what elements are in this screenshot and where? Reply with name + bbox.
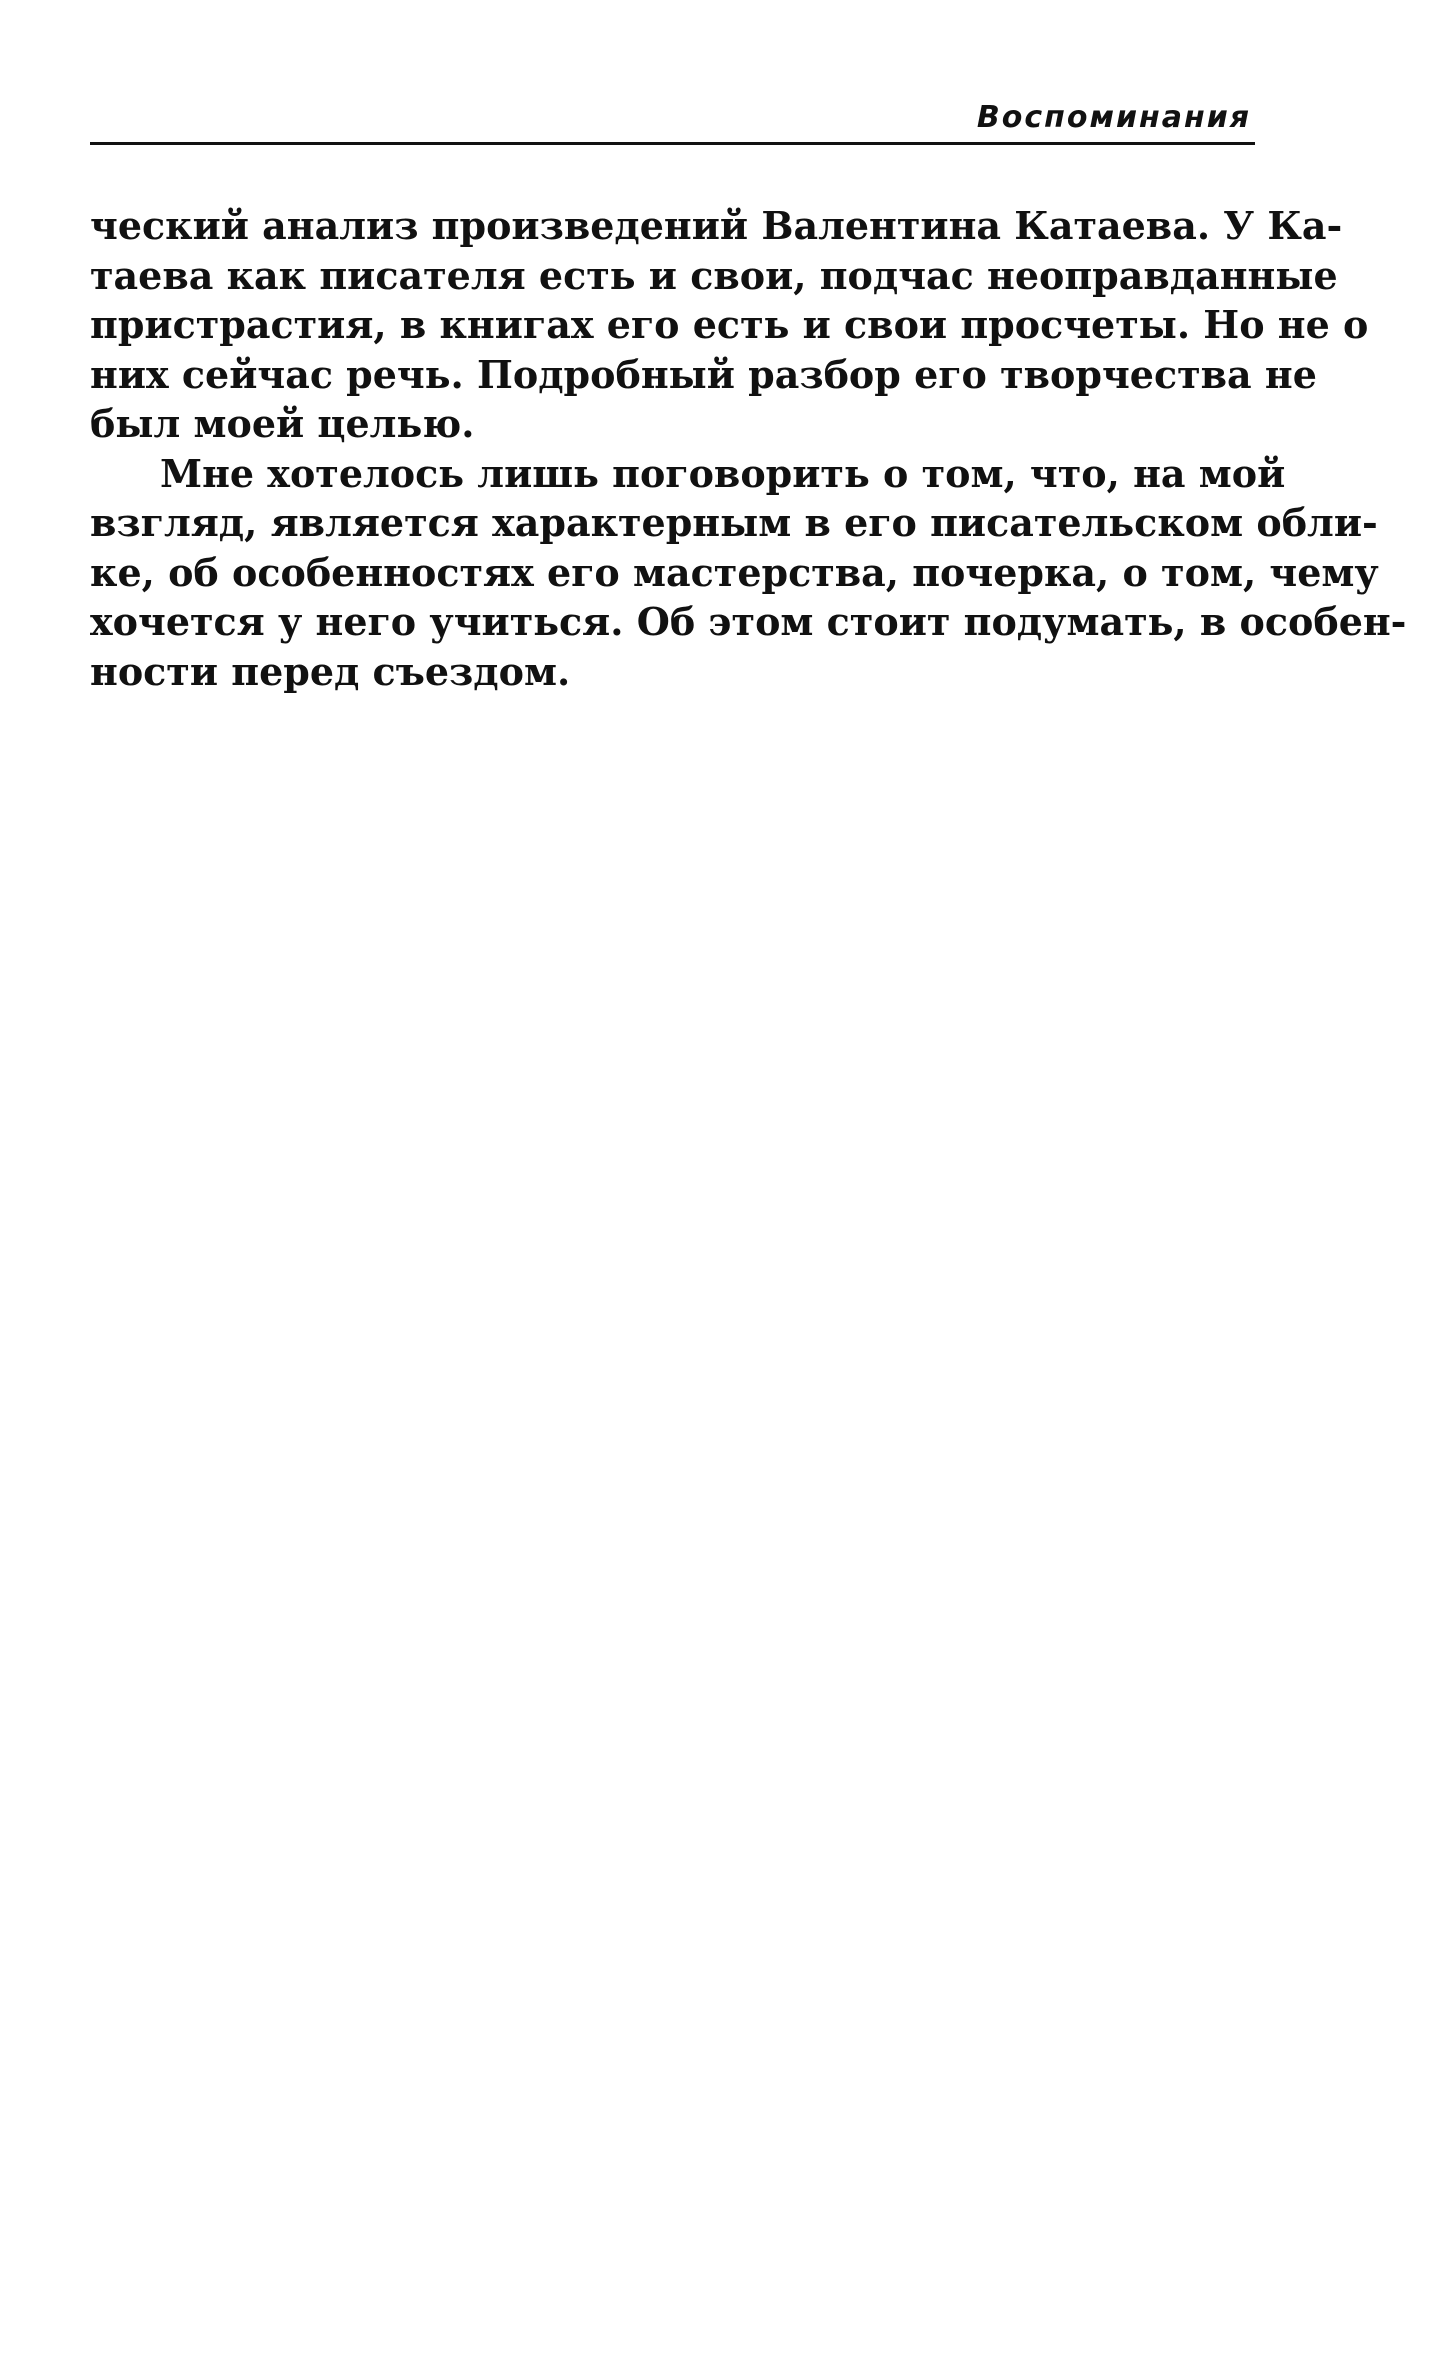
text-line: Мне хотелось лишь поговорить о том, что, на мой bbox=[160, 450, 1286, 496]
body-text bbox=[90, 201, 1407, 696]
text-line: пристрастия, в книгах его есть и свои просчеты. Но не о bbox=[90, 302, 1369, 347]
running-header: Воспоминания bbox=[976, 100, 1251, 135]
text-line: ке, об особенностях его мастерства, почерка, о том, чему bbox=[90, 549, 1379, 595]
paragraph-1 bbox=[90, 201, 1369, 449]
text-line: ности перед съездом. bbox=[90, 648, 571, 694]
text-line: взгляд, является характерным в его писательском обли- bbox=[90, 500, 1378, 545]
text-line: хочется у него учиться. Об этом стоит подумать, в особен- bbox=[90, 599, 1407, 644]
paragraph-2 bbox=[90, 449, 1407, 697]
book-page bbox=[90, 100, 1407, 696]
header-rule bbox=[90, 142, 1255, 145]
text-line: них сейчас речь. Подробный разбор его творчества не bbox=[90, 351, 1317, 397]
text-line: ческий анализ произведений Валентина Катаева. У Ка- bbox=[90, 203, 1343, 248]
text-line: был моей целью. bbox=[90, 401, 475, 446]
text-line: таева как писателя есть и свои, подчас неоправданные bbox=[90, 252, 1338, 298]
